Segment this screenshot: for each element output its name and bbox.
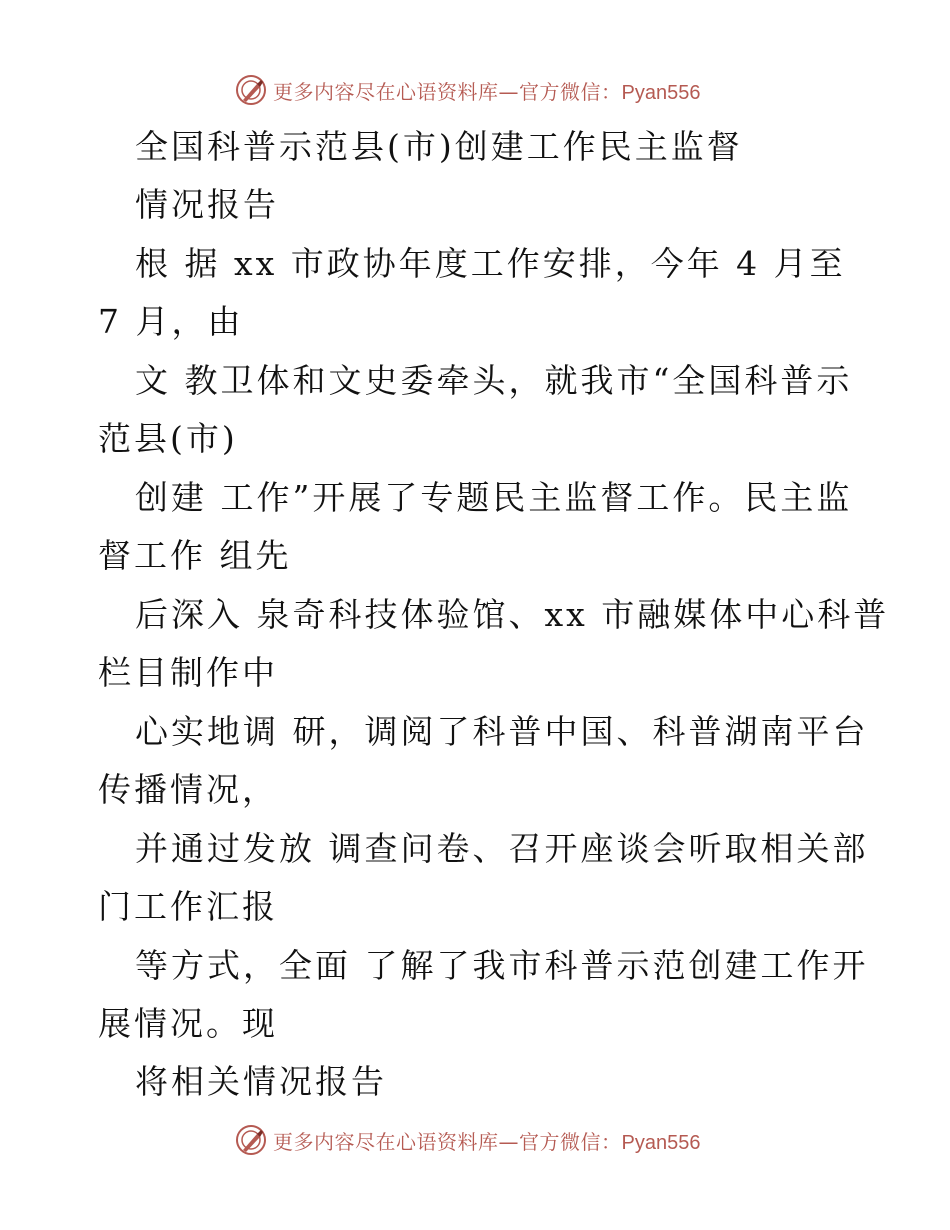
pen-logo-icon (235, 1124, 267, 1156)
wechat-id: Pyan556 (621, 81, 701, 104)
footer-watermark (235, 1122, 700, 1158)
paragraph-line: 心实地调 研，调阅了科普中国、科普湖南平台 (135, 712, 869, 751)
watermark-text: 更多内容尽在心语资料库—官方微信：Pyan556 (273, 1129, 701, 1154)
title-line: 全国科普示范县(市)创建工作民主监督 (135, 127, 743, 166)
paragraph-line: 等方式，全面 了解了我市科普示范创建工作开 (135, 946, 869, 985)
paragraph-line: 门工作汇报 (98, 887, 278, 926)
paragraph-line: 范县(市) (98, 419, 238, 458)
paragraph-line: 根 据 xx 市政协年度工作安排，今年 4 月至 (135, 244, 846, 283)
paragraph-line: 将相关情况报告 (135, 1062, 387, 1101)
title-line: 情况报告 (135, 185, 279, 224)
paragraph-line: 督工作 组先 (98, 536, 292, 575)
paragraph-line: 7 月，由 (98, 302, 244, 341)
paragraph-line: 展情况。现 (98, 1004, 278, 1043)
paragraph-line: 后深入 泉奇科技体验馆、xx 市融媒体中心科普 (135, 595, 890, 634)
paragraph-line: 文 教卫体和文史委牵头，就我市“全国科普示 (135, 361, 853, 400)
paragraph-line: 并通过发放 调查问卷、召开座谈会听取相关部 (135, 829, 869, 868)
wechat-id: Pyan556 (621, 1131, 701, 1154)
paragraph-line: 创建 工作”开展了专题民主监督工作。民主监 (135, 478, 853, 517)
paragraph-line: 传播情况， (98, 770, 278, 809)
watermark-text: 更多内容尽在心语资料库—官方微信：Pyan556 (273, 79, 701, 104)
paragraph-line: 栏目制作中 (98, 653, 278, 692)
